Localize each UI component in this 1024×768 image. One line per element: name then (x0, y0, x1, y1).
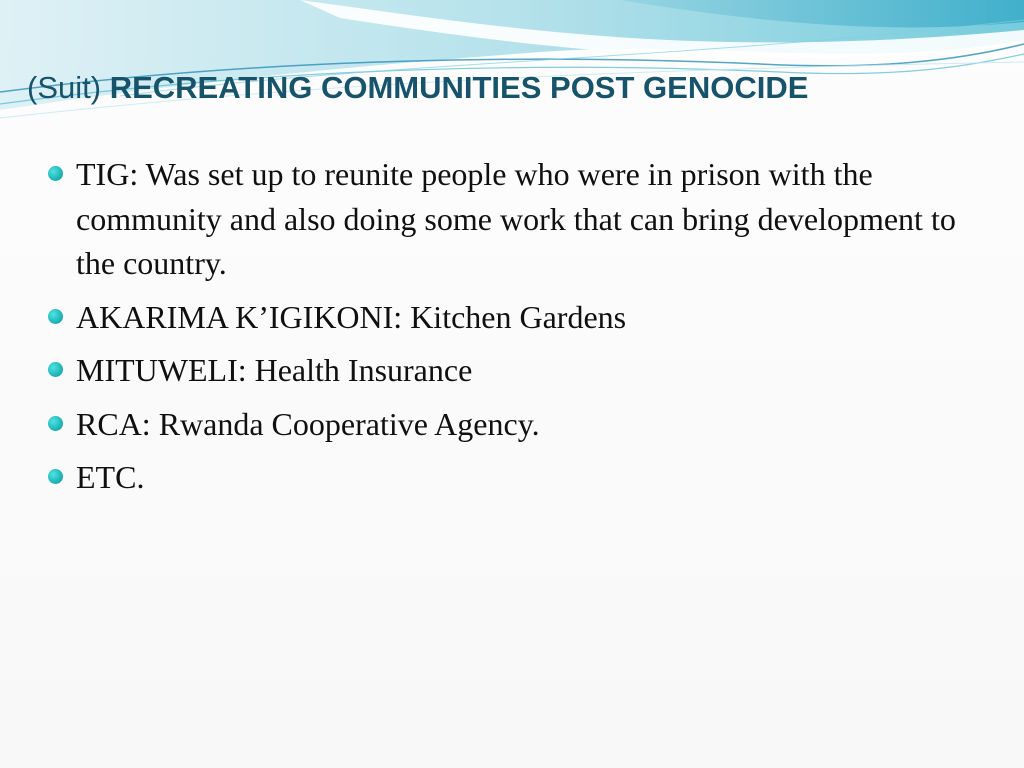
list-item (48, 348, 978, 393)
page-title (27, 66, 1007, 110)
bullet-text: TIG: Was set up to reunite people who were in prison with the community and also doing some work that can bring development to the country. (76, 156, 956, 281)
bullet-icon (48, 309, 63, 324)
bullet-icon (48, 166, 63, 181)
bullet-icon (48, 469, 63, 484)
title-main: RECREATING COMMUNITIES POST GENOCIDE (109, 70, 809, 105)
list-item (48, 152, 978, 286)
list-item (48, 295, 978, 340)
bullet-icon (48, 416, 63, 431)
bullet-text: RCA: Rwanda Cooperative Agency. (76, 405, 540, 442)
bullet-text: AKARIMA K’IGIKONI: Kitchen Gardens (76, 298, 627, 335)
list-item (48, 402, 978, 447)
bullet-text: ETC. (76, 459, 145, 495)
bullet-list (48, 152, 978, 509)
bullet-text: MITUWELI: Health Insurance (76, 352, 473, 388)
bullet-icon (48, 362, 63, 377)
title-prefix: (Suit) (27, 70, 102, 105)
list-item (48, 455, 978, 500)
